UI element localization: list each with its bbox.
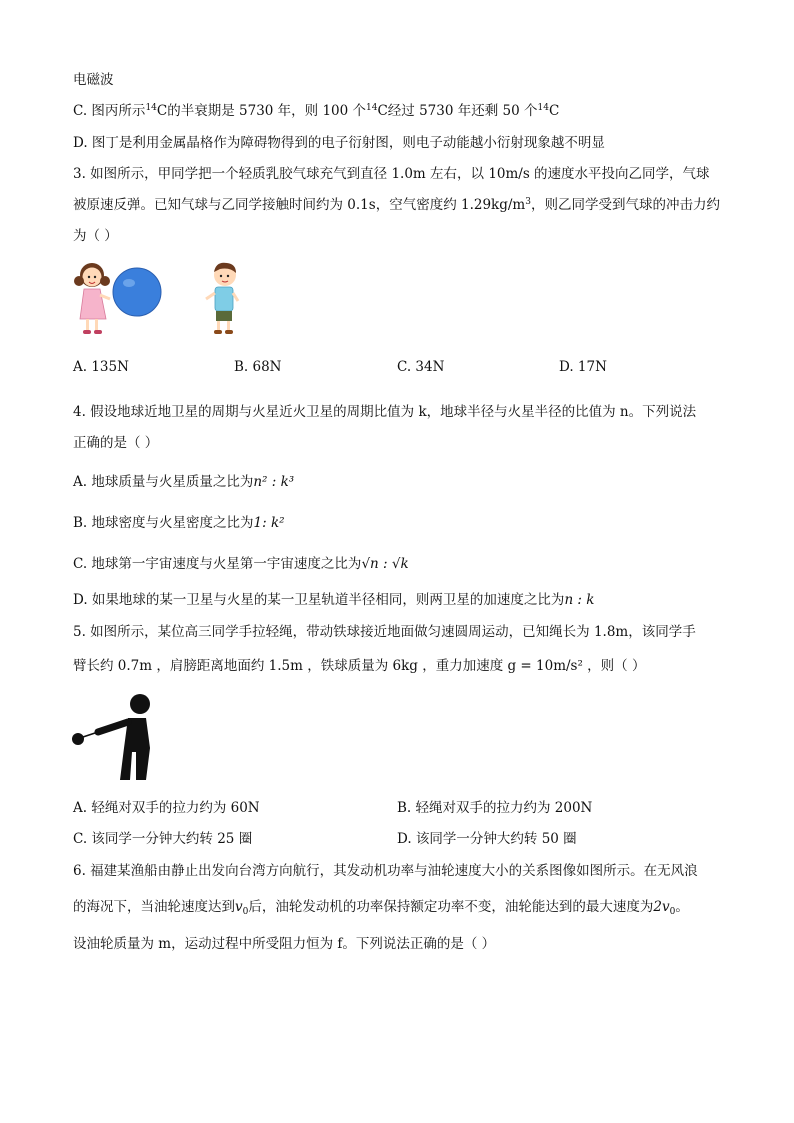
math-v0: v [235,899,243,915]
q5-line2: 臂长约 0.7m ，肩膀距离地面约 1.5m ，铁球质量为 6kg ，重力加速度 g = 10m/s² ，则（ ） [73,658,646,674]
person-arm [98,722,128,732]
text: 后，油轮发动机的功率保持额定功率不变，油轮能达到的最大速度为 [248,899,654,915]
text: C经过 5730 年还剩 50 个 [377,103,538,119]
text: D. 如果地球的某一卫星与火星的某一卫星轨道半径相同，则两卫星的加速度之比为 [73,592,565,608]
math: n : k [564,592,595,608]
text: B. 地球密度与火星密度之比为 [73,515,254,531]
superscript: 3 [525,197,531,207]
math: 1: k² [253,515,285,531]
q3-option-d[interactable]: D. 17N [559,359,607,375]
q3-option-c[interactable]: C. 34N [397,359,445,375]
q4-line2: 正确的是（ ） [73,435,159,451]
superscript: 14 [145,103,157,113]
text: ，则乙同学受到气球的冲击力约 [530,197,720,213]
q3-option-b[interactable]: B. 68N [234,359,282,375]
q4-option-c[interactable] [73,552,409,572]
q6-line3: 设油轮质量为 m，运动过程中所受阻力恒为 f。下列说法正确的是（ ） [73,936,496,952]
person-body [120,718,150,780]
q5-figure [70,688,160,783]
q4-option-d[interactable] [73,588,594,608]
q5-option-c[interactable]: C. 该同学一分钟大约转 25 圈 [73,831,253,847]
q6-line2 [73,895,689,917]
text: C. 图丙所示 [73,103,146,119]
option-d-prev: D. 图丁是利用金属晶格作为障碍物得到的电子衍射图，则电子动能越小衍射现象越不明显 [73,135,605,151]
q4-option-a[interactable] [73,470,294,490]
text: 的海况下，当油轮速度达到 [73,899,235,915]
iron-ball [72,733,84,745]
girl-figure [74,263,110,334]
q3-line3: 为（ ） [73,228,118,244]
text: 被原速反弹。已知气球与乙同学接触时间约为 0.1s，空气密度约 1.29kg/m [73,197,526,213]
q3-figure [70,255,260,345]
q4-option-b[interactable] [73,511,285,531]
text: C的半衰期是 5730 年，则 100 个 [156,103,367,119]
q3-line2 [73,193,720,213]
person-head [130,694,150,714]
subscript: 0 [669,907,676,917]
q5-option-a[interactable]: A. 轻绳对双手的拉力约为 60N [73,800,260,816]
superscript: 14 [366,103,378,113]
q5-option-b[interactable]: B. 轻绳对双手的拉力约为 200N [397,800,593,816]
math-2v0: 2v [653,899,670,915]
text-line: 电磁波 [73,72,114,88]
q4-line1: 4. 假设地球近地卫星的周期与火星近火卫星的周期比值为 k，地球半径与火星半径的比值为 n。下列说法 [73,404,697,420]
text: C. 地球第一宇宙速度与火星第一宇宙速度之比为 [73,556,362,572]
q3-line1: 3. 如图所示，甲同学把一个轻质乳胶气球充气到直径 1.0m 左右，以 10m/s 的速度水平投向乙同学，气球 [73,166,710,182]
superscript: 14 [537,103,549,113]
math: √n : √k [361,556,409,572]
balloon [113,268,161,316]
math: n² : k³ [253,474,295,490]
text: C [548,103,560,119]
q5-option-d[interactable]: D. 该同学一分钟大约转 50 圈 [397,831,577,847]
q5-line1: 5. 如图所示，某位高三同学手拉轻绳，带动铁球接近地面做匀速圆周运动，已知绳长为 1.8m，该同学手 [73,624,696,640]
option-c-prev [73,99,559,119]
text: 。 [675,899,689,915]
q3-option-a[interactable]: A. 135N [73,359,129,375]
subscript: 0 [242,907,249,917]
q6-line1: 6. 福建某渔船由静止出发向台湾方向航行，其发动机功率与油轮速度大小的关系图像如图所示。在无风浪 [73,863,698,879]
text: A. 地球质量与火星质量之比为 [73,474,254,490]
boy-figure [206,263,238,334]
